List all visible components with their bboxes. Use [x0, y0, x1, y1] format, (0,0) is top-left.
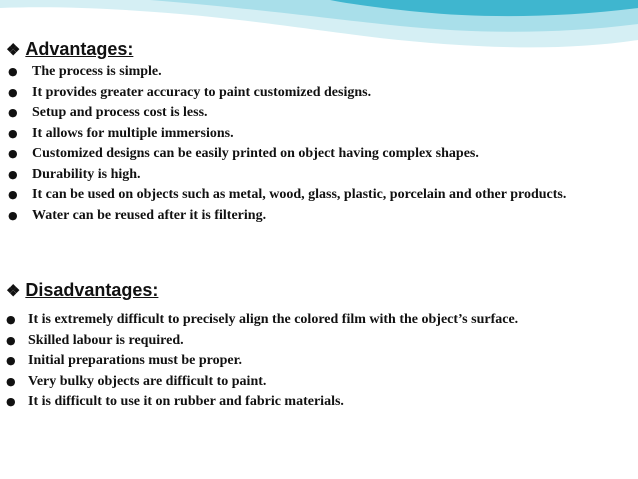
list-item-text: Setup and process cost is less.: [32, 105, 208, 120]
list-item-text: Initial preparations must be proper.: [28, 353, 243, 368]
round-bullet-icon: ●: [8, 147, 18, 160]
round-bullet-icon: ●: [6, 374, 16, 388]
round-bullet-icon: ●: [8, 188, 18, 201]
round-bullet-icon: ●: [8, 65, 18, 78]
advantages-heading-text: Advantages:: [25, 39, 134, 59]
round-bullet-icon: ●: [6, 333, 16, 347]
list-item: [0, 83, 620, 104]
disadvantages-list: [0, 310, 620, 413]
advantages-list: [0, 62, 620, 226]
list-item-text: It is extremely difficult to precisely align the colored film with the object’s surface.: [28, 312, 519, 327]
list-item-text: The process is simple.: [32, 64, 162, 79]
list-item-text: Customized designs can be easily printed on object having complex shapes.: [32, 146, 479, 161]
list-item: [0, 331, 620, 352]
round-bullet-icon: ●: [6, 354, 16, 367]
round-bullet-icon: ●: [8, 106, 18, 119]
list-item: [0, 144, 620, 165]
list-item: [0, 185, 620, 206]
round-bullet-icon: ●: [6, 395, 16, 408]
round-bullet-icon: ●: [8, 126, 18, 140]
list-item: [0, 124, 620, 145]
list-item: [0, 206, 620, 227]
list-item-text: Very bulky objects are difficult to paint.: [28, 373, 267, 389]
round-bullet-icon: ●: [6, 313, 16, 326]
advantages-heading: [6, 39, 133, 60]
list-item-text: Durability is high.: [32, 166, 141, 182]
list-item: [0, 392, 620, 413]
list-item: [0, 310, 620, 331]
list-item: [0, 103, 620, 124]
list-item-text: It provides greater accuracy to paint customized designs.: [32, 84, 372, 100]
list-item: [0, 62, 620, 83]
disadvantages-heading-text: Disadvantages:: [25, 280, 159, 300]
round-bullet-icon: ●: [8, 85, 18, 99]
list-item: [0, 351, 620, 372]
list-item-text: It can be used on objects such as metal, wood, glass, plastic, porcelain and other products.: [32, 187, 567, 202]
round-bullet-icon: ●: [8, 167, 18, 181]
round-bullet-icon: ●: [8, 208, 18, 222]
list-item: [0, 165, 620, 186]
diamond-bullet-icon: ❖: [6, 283, 21, 300]
list-item-text: It is difficult to use it on rubber and fabric materials.: [28, 394, 344, 409]
list-item-text: Water can be reused after it is filtering.: [32, 207, 267, 223]
list-item-text: It allows for multiple immersions.: [32, 125, 234, 141]
list-item: [0, 372, 620, 393]
list-item-text: Skilled labour is required.: [28, 332, 184, 348]
disadvantages-heading: [6, 280, 158, 301]
diamond-bullet-icon: ❖: [6, 42, 21, 59]
